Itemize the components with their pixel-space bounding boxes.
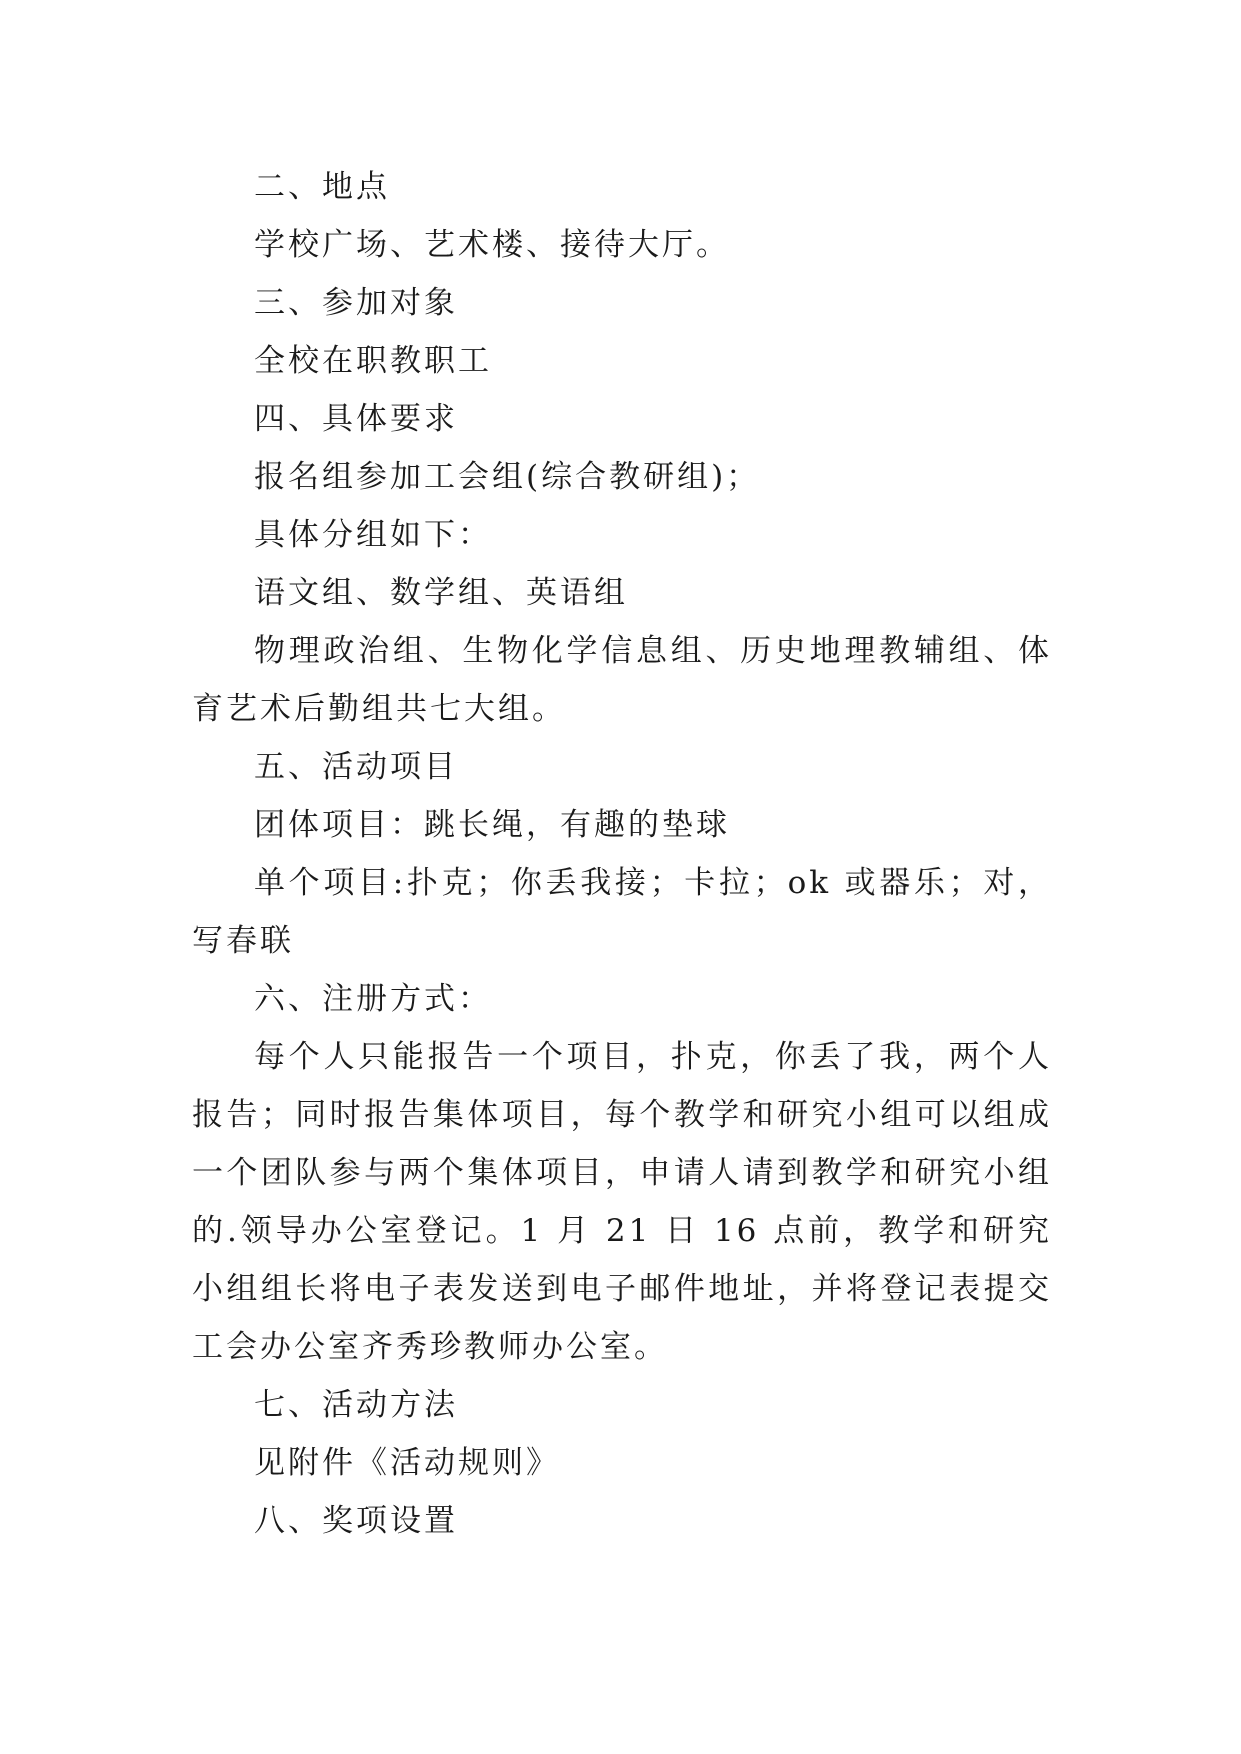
individual-events-text: 单个项目:扑克；你丢我接；卡拉；ok 或器乐；对，写春联 bbox=[192, 865, 1052, 959]
grouping-intro: 具体分组如下： bbox=[254, 517, 492, 553]
group-list-1: 语文组、数学组、英语组 bbox=[254, 575, 628, 611]
section-heading-participants: 三、参加对象 bbox=[254, 285, 458, 321]
team-events-text: 团体项目：跳长绳，有趣的垫球 bbox=[254, 807, 730, 843]
requirements-text: 报名组参加工会组(综合教研组)； bbox=[254, 459, 761, 495]
participants-text: 全校在职教职工 bbox=[254, 343, 492, 379]
method-text: 见附件《活动规则》 bbox=[254, 1445, 560, 1481]
section-heading-method: 七、活动方法 bbox=[254, 1387, 458, 1423]
section-heading-awards: 八、奖项设置 bbox=[254, 1503, 458, 1539]
registration-text: 每个人只能报告一个项目，扑克，你丢了我，两个人报告；同时报告集体项目，每个教学和研究小组可以组成一个团队参与两个集体项目，申请人请到教学和研究小组的.领导办公室登记。1 月 21 日 16 点前，教学和研究小组组长将电子表发送到电子邮件地址，并将登记表提交工会办公室齐秀珍教师办公室。 bbox=[192, 1039, 1052, 1365]
section-heading-activities: 五、活动项目 bbox=[254, 749, 458, 785]
location-text: 学校广场、艺术楼、接待大厅。 bbox=[254, 227, 730, 263]
section-heading-location: 二、地点 bbox=[254, 169, 390, 205]
document-body bbox=[192, 158, 1052, 1550]
section-heading-registration: 六、注册方式： bbox=[254, 981, 492, 1017]
group-list-2: 物理政治组、生物化学信息组、历史地理教辅组、体育艺术后勤组共七大组。 bbox=[192, 633, 1052, 727]
section-heading-requirements: 四、具体要求 bbox=[254, 401, 458, 437]
